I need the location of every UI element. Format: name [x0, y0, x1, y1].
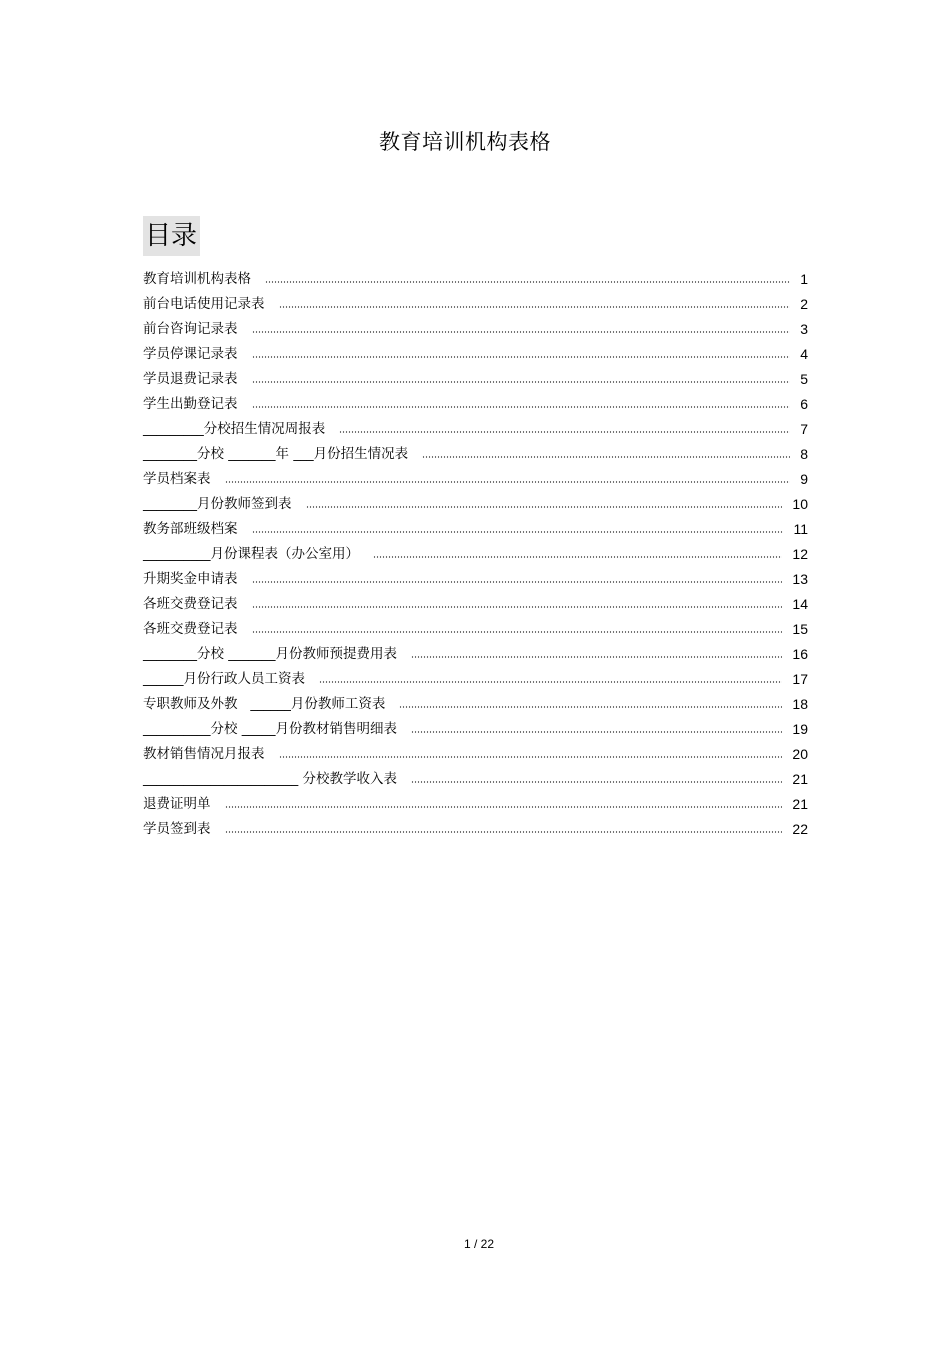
toc-entry[interactable]	[143, 587, 808, 612]
toc-dot-leader	[306, 506, 783, 508]
toc-entry-page-number: 8	[800, 446, 808, 462]
toc-entry[interactable]	[143, 387, 808, 412]
toc-entry-page-number: 12	[792, 546, 808, 562]
toc-entry[interactable]	[143, 637, 808, 662]
toc-entry-label: 各班交费登记表	[143, 621, 238, 637]
toc-entry-label: 专职教师及外教 ______月份教师工资表	[143, 696, 386, 712]
toc-entry-label: 各班交费登记表	[143, 596, 238, 612]
toc-entry[interactable]	[143, 287, 808, 312]
toc-entry-label: __________分校 _____月份教材销售明细表	[143, 721, 398, 737]
toc-entry-label: 前台咨询记录表	[143, 321, 238, 337]
toc-entry[interactable]	[143, 787, 808, 812]
toc-entry-page-number: 16	[792, 646, 808, 662]
toc-entry-page-number: 2	[800, 296, 808, 312]
toc-entry-page-number: 17	[792, 671, 808, 687]
toc-entry-page-number: 18	[792, 696, 808, 712]
toc-entry-page-number: 3	[800, 321, 808, 337]
toc-entry[interactable]	[143, 312, 808, 337]
toc-entry[interactable]	[143, 712, 808, 737]
toc-entry-label: 学员退费记录表	[143, 371, 238, 387]
toc-dot-leader	[252, 531, 784, 533]
toc-entry-page-number: 21	[792, 796, 808, 812]
toc-dot-leader	[252, 331, 791, 333]
toc-entry[interactable]	[143, 537, 808, 562]
toc-entry[interactable]	[143, 487, 808, 512]
toc-entry[interactable]	[143, 362, 808, 387]
toc-entry-page-number: 19	[792, 721, 808, 737]
toc-entry[interactable]	[143, 562, 808, 587]
toc-entry-page-number: 20	[792, 746, 808, 762]
toc-entry[interactable]	[143, 687, 808, 712]
toc-entry[interactable]	[143, 812, 808, 837]
toc-dot-leader	[279, 306, 791, 308]
toc-entry-page-number: 1	[800, 271, 808, 287]
toc-entry-label: 学员停课记录表	[143, 346, 238, 362]
toc-dot-leader	[373, 556, 782, 558]
toc-dot-leader	[252, 406, 791, 408]
toc-entry-label: ________分校 _______月份教师预提费用表	[143, 646, 398, 662]
toc-entry-page-number: 11	[793, 521, 808, 537]
toc-entry-label: 学员档案表	[143, 471, 211, 487]
toc-entry-page-number: 21	[792, 771, 808, 787]
toc-dot-leader	[319, 681, 782, 683]
toc-entry[interactable]	[143, 737, 808, 762]
toc-entry-page-number: 14	[792, 596, 808, 612]
toc-entry-page-number: 15	[792, 621, 808, 637]
toc-entry-page-number: 4	[800, 346, 808, 362]
toc-entry-page-number: 9	[800, 471, 808, 487]
toc-entry[interactable]	[143, 437, 808, 462]
toc-entry-label: 学员签到表	[143, 821, 211, 837]
toc-entry[interactable]	[143, 512, 808, 537]
toc-entry[interactable]	[143, 337, 808, 362]
toc-entry[interactable]	[143, 662, 808, 687]
toc-dot-leader	[252, 356, 791, 358]
toc-dot-leader	[252, 606, 783, 608]
toc-entry-page-number: 13	[792, 571, 808, 587]
toc-dot-leader	[411, 781, 782, 783]
toc-dot-leader	[399, 706, 782, 708]
toc-entry[interactable]	[143, 262, 808, 287]
toc-entry-label: ________分校 _______年 ___月份招生情况表	[143, 446, 409, 462]
toc-entry[interactable]	[143, 412, 808, 437]
toc-dot-leader	[339, 431, 790, 433]
toc-dot-leader	[225, 831, 783, 833]
toc-dot-leader	[422, 456, 790, 458]
table-of-contents	[143, 262, 808, 837]
toc-dot-leader	[225, 806, 783, 808]
toc-entry[interactable]	[143, 462, 808, 487]
toc-entry-label: 退费证明单	[143, 796, 211, 812]
toc-entry-label: ______月份行政人员工资表	[143, 671, 305, 687]
toc-entry-label: _________分校招生情况周报表	[143, 421, 326, 437]
toc-dot-leader	[252, 631, 783, 633]
toc-entry-label: 前台电话使用记录表	[143, 296, 265, 312]
toc-entry-label: _______________________ 分校教学收入表	[143, 771, 398, 787]
toc-dot-leader	[265, 281, 790, 283]
toc-dot-leader	[225, 481, 791, 483]
toc-entry-label: 教材销售情况月报表	[143, 746, 265, 762]
toc-dot-leader	[411, 656, 782, 658]
toc-entry[interactable]	[143, 762, 808, 787]
toc-dot-leader	[279, 756, 783, 758]
toc-entry-label: 教育培训机构表格	[143, 271, 251, 287]
document-title: 教育培训机构表格	[379, 130, 551, 154]
toc-entry-page-number: 10	[792, 496, 808, 512]
toc-entry-label: __________月份课程表（办公室用）	[143, 546, 359, 562]
toc-dot-leader	[252, 581, 783, 583]
toc-entry-page-number: 7	[800, 421, 808, 437]
toc-entry[interactable]	[143, 612, 808, 637]
toc-entry-label: 教务部班级档案	[143, 521, 238, 537]
toc-entry-label: ________月份教师签到表	[143, 496, 292, 512]
toc-dot-leader	[252, 381, 791, 383]
toc-entry-label: 升期奖金申请表	[143, 571, 238, 587]
toc-dot-leader	[411, 731, 782, 733]
toc-entry-page-number: 22	[792, 821, 808, 837]
toc-entry-label: 学生出勤登记表	[143, 396, 238, 412]
page-number-footer: 1 / 22	[463, 1237, 495, 1251]
toc-entry-page-number: 6	[800, 396, 808, 412]
toc-entry-page-number: 5	[800, 371, 808, 387]
toc-heading: 目录	[143, 216, 200, 256]
